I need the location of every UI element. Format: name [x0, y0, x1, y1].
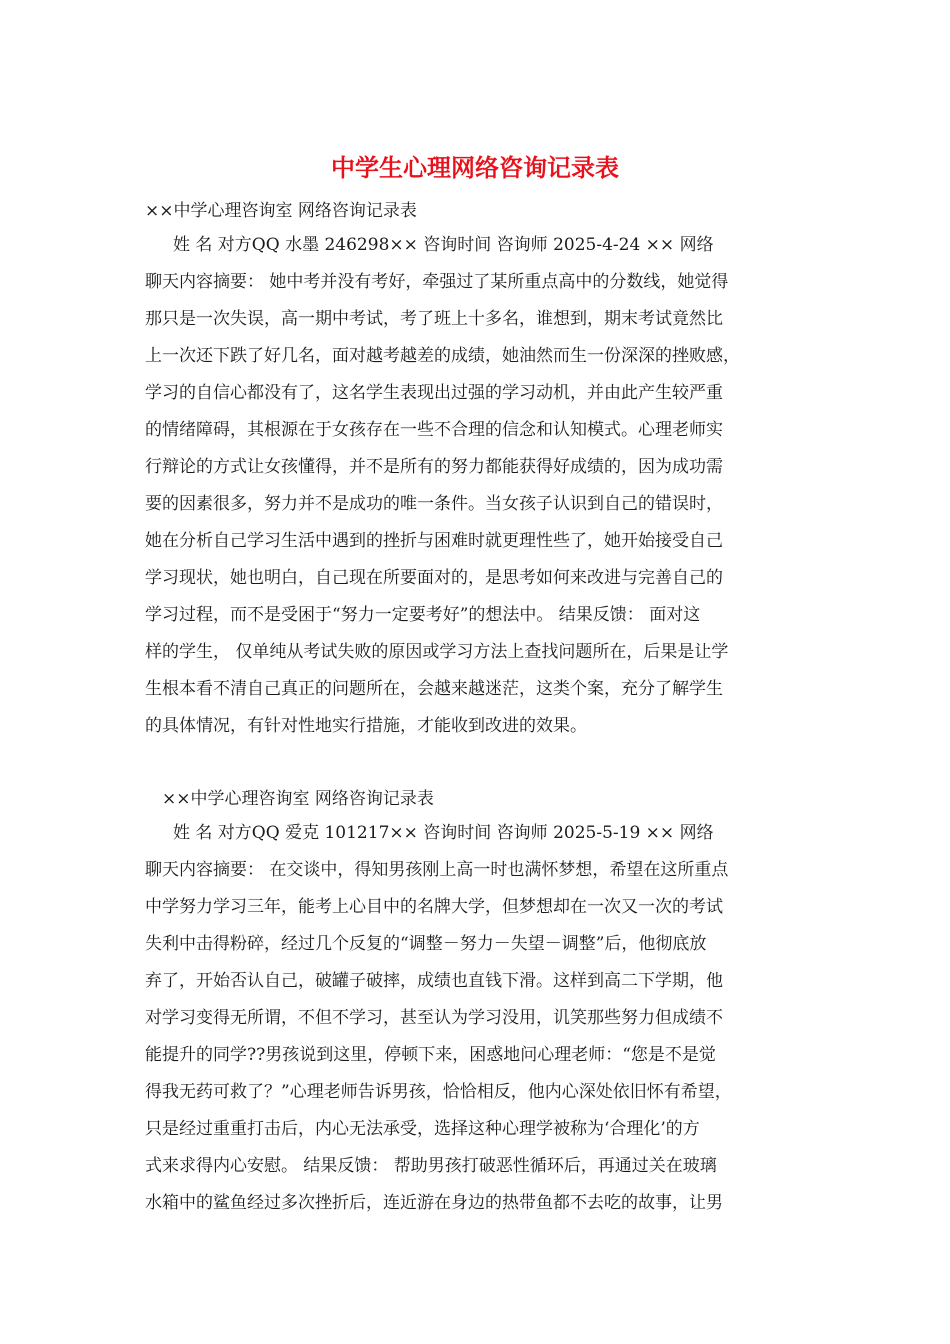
record2-text-line: 水箱中的鲨鱼经过多次挫折后，连近游在身边的热带鱼都不去吃的故事，让男: [145, 1193, 723, 1213]
record1-text-line: 要的因素很多，努力并不是成功的唯一条件。当女孩子认识到自己的错误时，: [145, 494, 723, 514]
record1-text-line: 的情绪障碍，其根源在于女孩存在一些不合理的信念和认知模式。心理老师实: [145, 420, 723, 440]
record1-text-line: 那只是一次失误，高一期中考试，考了班上十多名，谁想到，期末考试竟然比: [145, 309, 723, 329]
record2-info-line: 姓 名 对方QQ 爱克 101217×× 咨询时间 咨询师 2025-5-19 ×× 网络: [173, 823, 714, 843]
record1-header: ××中学心理咨询室 网络咨询记录表: [145, 201, 417, 221]
record2-text-line: 聊天内容摘要： 在交谈中，得知男孩刚上高一时也满怀梦想，希望在这所重点: [145, 860, 729, 880]
record2-text-line: 对学习变得无所谓，不但不学习，甚至认为学习没用，讥笑那些努力但成绩不: [145, 1008, 723, 1028]
record1-text-line: 学习现状，她也明白，自己现在所要面对的，是思考如何来改进与完善自己的: [145, 568, 723, 588]
record2-text-line: 失利中击得粉碎，经过几个反复的“调整－努力－失望－调整”后，他彻底放: [145, 934, 707, 954]
record1-text-line: 学习的自信心都没有了，这名学生表现出过强的学习动机，并由此产生较严重: [145, 383, 723, 403]
record1-text-line: 的具体情况，有针对性地实行措施，才能收到改进的效果。: [145, 716, 587, 736]
record2-text-line: 能提升的同学??男孩说到这里，停顿下来，困惑地问心理老师：“您是不是觉: [145, 1045, 716, 1065]
record1-text-line: 生根本看不清自己真正的问题所在，会越来越迷茫，这类个案，充分了解学生: [145, 679, 723, 699]
record1-info-line: 姓 名 对方QQ 水墨 246298×× 咨询时间 咨询师 2025-4-24 ×× 网络: [173, 235, 714, 255]
record1-text-line: 上一次还下跌了好几名，面对越考越差的成绩，她油然而生一份深深的挫败感，: [145, 346, 740, 366]
record1-text-line: 她在分析自己学习生活中遇到的挫折与困难时就更理性些了，她开始接受自己: [145, 531, 723, 551]
record2-text-line: 得我无药可救了？”心理老师告诉男孩，恰恰相反，他内心深处依旧怀有希望，: [145, 1082, 732, 1102]
record1-text-line: 聊天内容摘要： 她中考并没有考好，牵强过了某所重点高中的分数线，她觉得: [145, 272, 729, 292]
record1-text-line: 行辩论的方式让女孩懂得，并不是所有的努力都能获得好成绩的，因为成功需: [145, 457, 723, 477]
record2-header: ××中学心理咨询室 网络咨询记录表: [162, 789, 434, 809]
record2-text-line: 只是经过重重打击后，内心无法承受，选择这种心理学被称为‘合理化’的方: [145, 1119, 700, 1139]
record2-text-line: 中学努力学习三年，能考上心目中的名牌大学，但梦想却在一次又一次的考试: [145, 897, 723, 917]
record1-text-line: 学习过程，而不是受困于“努力一定要考好”的想法中。 结果反馈： 面对这: [145, 605, 701, 625]
record1-text-line: 样的学生， 仅单纯从考试失败的原因或学习方法上查找问题所在，后果是让学: [145, 642, 729, 662]
document-title: 中学生心理网络咨询记录表: [331, 153, 619, 182]
record2-text-line: 弃了，开始否认自己，破罐子破摔，成绩也直钱下滑。这样到高二下学期，他: [145, 971, 723, 991]
record2-text-line: 式来求得内心安慰。 结果反馈： 帮助男孩打破恶性循环后，再通过关在玻璃: [145, 1156, 717, 1176]
